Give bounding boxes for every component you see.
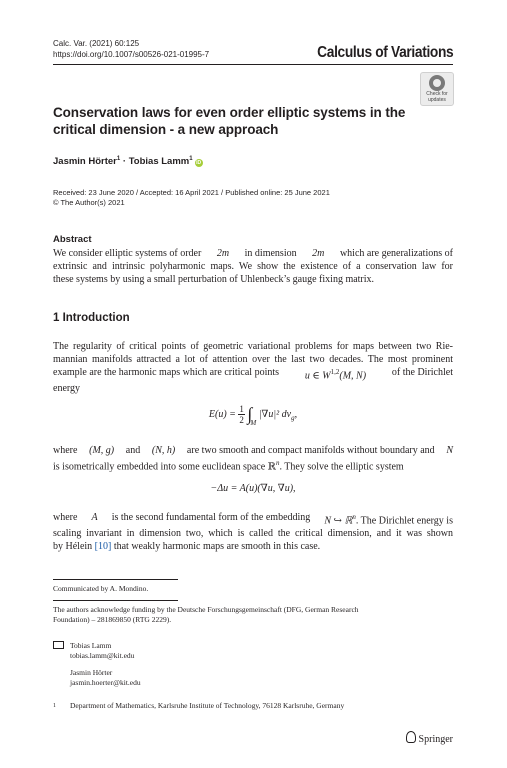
abstract-heading: Abstract [53,234,92,245]
intro-p1-line-2: mannian manifolds attracted a lot of attention over the last two decades. The most prominent [53,354,453,365]
contact-horter-email[interactable]: jasmin.hoerter@kit.edu [70,678,141,687]
footnote-rule [53,579,178,580]
intro-paragraph-3 [53,511,453,553]
contact-lamm-name: Tobias Lamm [70,641,112,650]
author-horter[interactable]: Jasmin Hörter [53,156,117,168]
author-horter-affil: 1 [116,156,121,162]
author-list [53,156,203,167]
intro-p3-line-3: by Hélein [10] that weakly harmonic maps are smooth in this case. [53,541,321,553]
author-lamm-affil: 1 [189,156,193,162]
communicated-by: Communicated by A. Mondino. [53,584,149,593]
author-separator: · [122,156,127,168]
intro-p3-line-1: where A is the second fundamental form of the embedding N ↪ ℝ$^n$. The Dirichlet energy is [53,512,453,527]
footnote-rule-2 [53,600,178,601]
intro-p3-line-2: scaling invariant in dimension two, which is called the critical dimension, and it was shown [53,528,453,540]
check-updates-label: Check for updates [426,91,448,103]
equation-elliptic-system: −Δu = A(u)(∇u, ∇u), [210,483,296,494]
affiliation-number: 1 [53,703,56,709]
contact-horter-name: Jasmin Hörter [70,668,113,677]
citation-link-10[interactable]: [10] [94,541,112,553]
header-rule [53,64,453,65]
doi-link[interactable]: https://doi.org/10.1007/s00526-021-01995-7 [53,50,210,59]
funding-note: The authors acknowledge funding by the Deutsche Forschungsgemeinschaft (DFG, German Research Foundation) – 281869850 (RTG 2229). [53,605,359,624]
affiliation: Department of Mathematics, Karlsruhe Institute of Technology, 76128 Karlsruhe, Germany [70,701,345,710]
abstract-line-2: extrinsic and intrinsic polyharmonic maps. We show the existence of a conservation law for [53,261,453,272]
intro-paragraph-2 [53,444,453,473]
contact-lamm-email[interactable]: tobias.lamm@kit.edu [70,651,135,660]
intro-paragraph-1 [53,340,453,395]
abstract-line-3: these systems by using a small perturbation of Uhlenbeck’s gauge fixing matrix. [53,274,375,285]
intro-p1-line-3: example are the harmonic maps which are critical points u ∈ W$^{1,2}$(M, N) of the Dirichlet [53,367,453,382]
publisher-logo [406,731,453,745]
springer-horse-icon [406,731,416,743]
intro-p1-line-4: energy [53,383,81,395]
publisher-name: Springer [418,734,453,745]
check-updates-badge[interactable] [420,72,454,106]
title-line-2: critical dimension - a new approach [53,122,279,137]
author-lamm[interactable]: Tobias Lamm [128,156,190,168]
orcid-icon[interactable]: iD [196,160,202,167]
intro-p1-line-1: The regularity of critical points of geometric variational problems for maps between two Rie- [53,341,453,352]
citation: Calc. Var. (2021) 60:125 [53,39,140,48]
abstract-line-1: We consider elliptic systems of order 2m in dimension 2m which are generalizations of [53,248,453,259]
contact-lamm [70,641,134,661]
title-line-1: Conservation laws for even order elliptic systems in the [53,105,406,120]
intro-p2-line-1: where (M, g) and (N, h) are two smooth and compact manifolds without boundary and N [53,445,453,456]
copyright: © The Author(s) 2021 [53,198,125,207]
publication-dates: Received: 23 June 2020 / Accepted: 16 April 2021 / Published online: 25 June 2021 [53,188,330,197]
contact-envelope [53,641,64,652]
abstract-text [53,247,453,286]
envelope-icon [53,641,64,649]
check-updates-icon [429,75,445,91]
contact-horter [70,668,141,688]
section-heading-introduction: 1 Introduction [53,312,130,324]
journal-name: Calculus of Variations [316,44,453,61]
equation-dirichlet-energy: E(u) = $\frac{1}{2} \int_M$ |∇u|² $dv_g$, [208,404,298,427]
intro-p2-line-2: is isometrically embedded into some euclidean space ℝ$^n$. They solve the elliptic system [53,459,404,473]
paper-title [53,104,405,138]
